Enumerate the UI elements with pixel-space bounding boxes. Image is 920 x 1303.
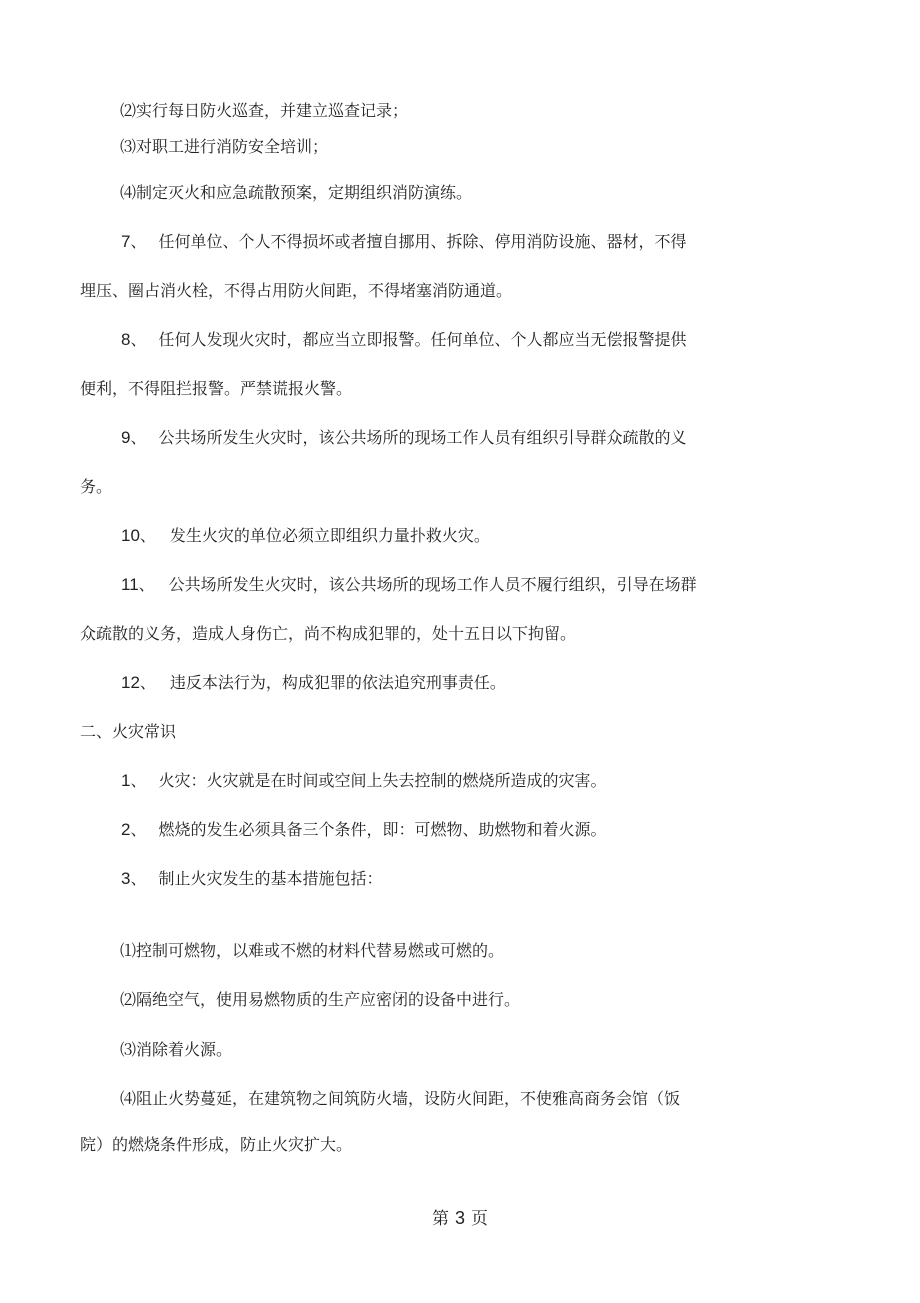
text-line: 院）的燃烧条件形成，防止火灾扩大。: [80, 1135, 353, 1154]
item-number: 1: [121, 771, 131, 790]
page-label-prefix: 第: [431, 1209, 449, 1229]
item-number: 11: [121, 575, 139, 594]
numbered-item-2: 2、 燃烧的发生必须具备三个条件，即：可燃物、助燃物和着火源。: [121, 820, 607, 839]
item-number: 7: [121, 232, 131, 251]
item-number: 12: [121, 673, 140, 692]
numbered-item-12: 12、 违反本法行为，构成犯罪的依法追究刑事责任。: [121, 673, 506, 692]
item-number: 8: [121, 330, 131, 349]
numbered-item-10: 10、 发生火灾的单位必须立即组织力量扑救火灾。: [121, 526, 490, 545]
section-heading: 二、火灾常识: [80, 722, 177, 741]
text-line: 务。: [80, 477, 113, 496]
text-line: ⑴控制可燃物，以难或不燃的材料代替易燃或可燃的。: [120, 941, 505, 960]
text-line: ⑵隔绝空气，使用易燃物质的生产应密闭的设备中进行。: [120, 990, 521, 1009]
page-number: 3: [454, 1208, 465, 1228]
numbered-item-9: 9、 公共场所发生火灾时，该公共场所的现场工作人员有组织引导群众疏散的义: [121, 428, 687, 447]
numbered-item-8: 8、 任何人发现火灾时，都应当立即报警。任何单位、个人都应当无偿报警提供: [121, 330, 687, 349]
page-label-suffix: 页: [471, 1209, 488, 1229]
text-line: 埋压、圈占消火栓，不得占用防火间距，不得堵塞消防通道。: [80, 281, 513, 300]
text-line: ⑵实行每日防火巡查，并建立巡查记录；: [120, 101, 409, 120]
numbered-item-1: 1、 火灾：火灾就是在时间或空间上失去控制的燃烧所造成的灾害。: [121, 771, 607, 790]
numbered-item-7: 7、 任何单位、个人不得损坏或者擅自挪用、拆除、停用消防设施、器材，不得: [121, 232, 687, 251]
item-number: 3: [121, 869, 131, 888]
numbered-item-11: 11、 公共场所发生火灾时，该公共场所的现场工作人员不履行组织，引导在场群: [121, 575, 697, 594]
text-line: 便利，不得阻拦报警。严禁谎报火警。: [80, 379, 353, 398]
item-number: 9: [121, 428, 131, 447]
text-line: ⑷制定灭火和应急疏散预案，定期组织消防演练。: [120, 183, 473, 202]
item-number: 2: [121, 820, 131, 839]
text-line: 众疏散的义务，造成人身伤亡，尚不构成犯罪的，处十五日以下拘留。: [80, 624, 577, 643]
item-number: 10: [121, 526, 140, 545]
text-line: ⑶消除着火源。: [120, 1040, 233, 1059]
numbered-item-3: 3、 制止火灾发生的基本措施包括：: [121, 869, 383, 888]
page-footer: [0, 1207, 920, 1230]
text-line: ⑷阻止火势蔓延，在建筑物之间筑防火墙，设防火间距，不使雅高商务会馆（饭: [120, 1089, 681, 1108]
text-line: ⑶对职工进行消防安全培训；: [120, 137, 329, 156]
